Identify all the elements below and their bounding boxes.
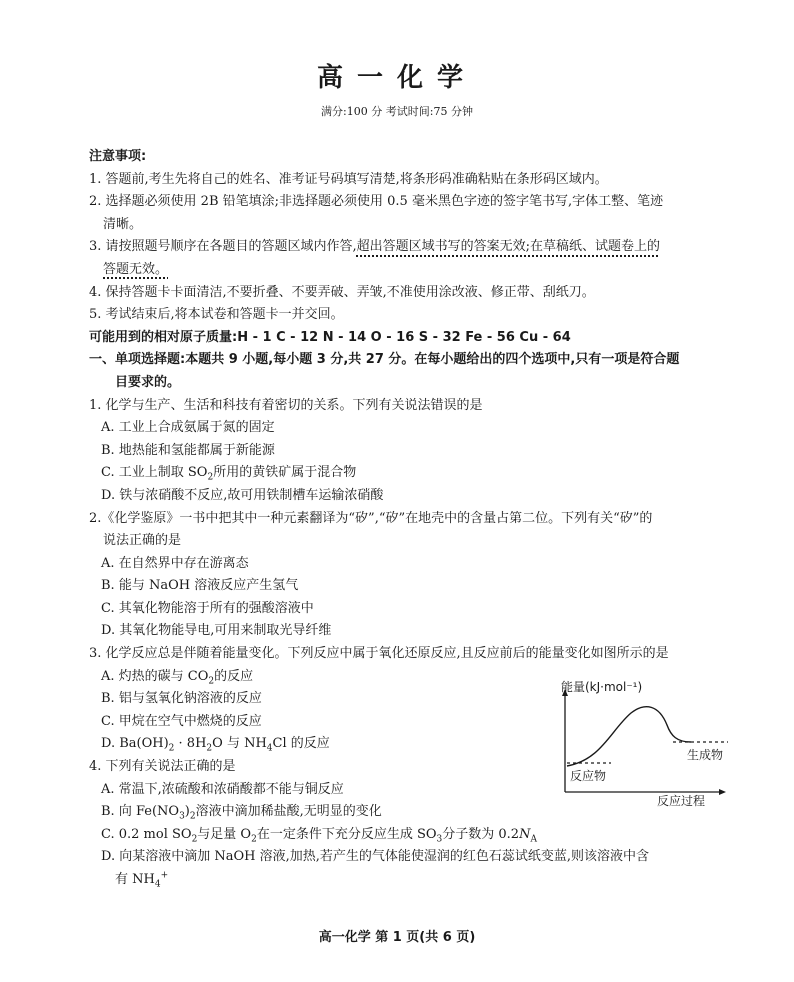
energy-diagram [553,680,743,810]
emphasis-text: 答题无效。 [103,261,169,277]
question-2-stem: 2.《化学鉴原》一书中把其中一种元素翻译为“矽”,“矽”在地壳中的含量占第二位。下列有关“矽”的 [89,510,653,526]
q3-option-d: D. $Ba(OH)_2 \cdot 8H_2O$ 与 $NH_4Cl$ 的反应 [101,736,330,755]
q1-option-d: D. 铁与浓硝酸不反应,故可用铁制槽车运输浓硝酸 [101,487,384,503]
notice-item [89,236,714,259]
q1-option-c: C. 工业上制取 $SO_2$所用的黄铁矿属于混合物 [101,465,357,483]
question-4-stem: 4. 下列有关说法正确的是 [89,759,236,775]
notice-item: 2. 选择题必须使用 2B 铅笔填涂;非选择题必须使用 0.5 毫米黑色字迹的签字笔书写,字体工整、笔迹 [89,194,664,210]
product-label: 生成物 [687,748,724,762]
q3-option-a: A. 灼热的碳与 $CO_2$的反应 [101,668,254,687]
x-axis-arrow [719,789,726,795]
notice-heading: 注意事项: [89,149,147,164]
page-footer: 高一化学 第 1 页(共 6 页) [318,930,476,945]
q4-option-d-cont: 有 $NH_4^+$ [115,870,169,890]
q2-option-c: C. 其氧化物能溶于所有的强酸溶液中 [101,600,314,616]
q2-option-d: D. 其氧化物能导电,可用来制取光导纤维 [101,623,332,639]
emphasis-text: 超出答题区域书写的答案无效;在草稿纸、试题卷上的 [356,239,661,255]
notice-item-cont: 清晰。 [103,216,143,232]
notice-text: 3. 请按照题号顺序在各题目的答题区域内作答, [89,239,357,255]
q4-option-b: B. 向 $Fe(NO_3)_2$溶液中滴加稀盐酸,无明显的变化 [101,804,382,822]
q4-option-c: C. 0.2 mol $SO_2$与足量 $O_2$在一定条件下充分反应生成 $SO_3$分子数为 $0.2N_A$ [101,826,537,845]
notice-item: 1. 答题前,考生先将自己的姓名、准考证号码填写清楚,将条形码准确粘贴在条形码区域内。 [89,171,608,187]
y-axis-label: 能量(kJ·mol⁻¹) [561,680,643,694]
q3-option-c: C. 甲烷在空气中燃烧的反应 [101,713,262,729]
exam-title: 高一化学 [316,63,477,93]
question-1-stem: 1. 化学与生产、生活和科技有着密切的关系。下列有关说法错误的是 [89,397,483,413]
notice-item-cont [89,259,714,282]
q1-option-b: B. 地热能和氢能都属于新能源 [101,442,275,458]
section-heading-cont: 目要求的。 [115,374,181,390]
reactant-label: 反应物 [570,769,607,783]
notice-item: 5. 考试结束后,将本试卷和答题卡一并交回。 [89,307,344,323]
atomic-masses: 可能用到的相对原子质量:H - 1 C - 12 N - 14 O - 16 S - 32 Fe - 56 Cu - 64 [89,329,571,345]
q2-option-b: B. 能与 NaOH 溶液反应产生氢气 [101,578,299,594]
question-3-stem: 3. 化学反应总是伴随着能量变化。下列反应中属于氧化还原反应,且反应前后的能量变化如图所示的是 [89,646,669,662]
q2-option-a: A. 在自然界中存在游离态 [101,555,249,571]
question-2-stem-cont: 说法正确的是 [103,533,182,549]
q1-option-a: A. 工业上合成氨属于氮的固定 [101,420,275,436]
q4-option-d: D. 向某溶液中滴加 NaOH 溶液,加热,若产生的气体能使湿润的红色石蕊试纸变蓝,则该溶液中含 [101,849,650,865]
section-heading: 一、单项选择题:本题共 9 小题,每小题 3 分,共 27 分。在每小题给出的四个选项中,只有一项是符合题 [89,352,680,368]
q4-option-a: A. 常温下,浓硫酸和浓硝酸都不能与铜反应 [101,781,344,797]
notice-item: 4. 保持答题卡卡面清洁,不要折叠、不要弄破、弄皱,不准使用涂改液、修正带、刮纸刀。 [89,284,595,300]
q3-option-b: B. 铝与氢氧化钠溶液的反应 [101,691,262,707]
x-axis-label: 反应过程 [657,794,706,808]
energy-diagram-svg [553,680,743,810]
energy-curve [567,707,691,766]
exam-subtitle: 满分:100 分 考试时间:75 分钟 [321,105,473,118]
